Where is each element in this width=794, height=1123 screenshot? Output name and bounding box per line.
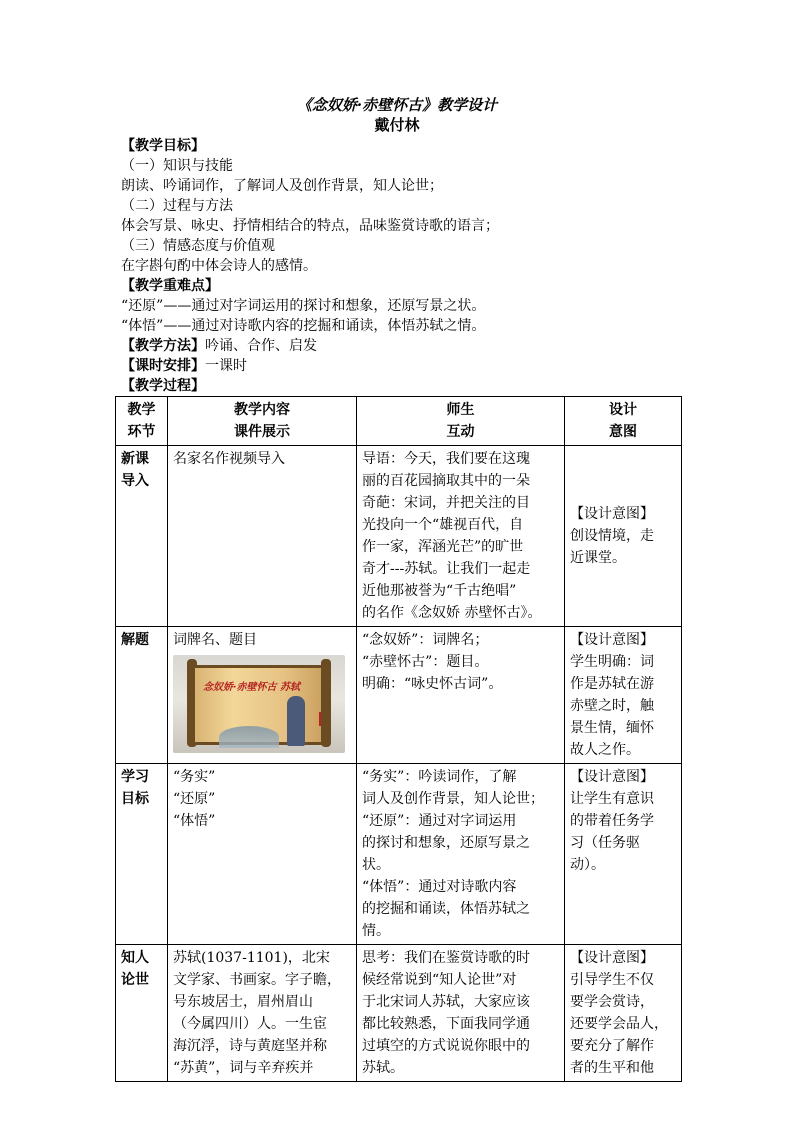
class-schedule bbox=[121, 356, 247, 376]
interaction-cell: 导语：今天，我们要在这瑰 丽的百花园摘取其中的一朵 奇葩：宋词，并把关注的目 光投向一个“雄视百代，自 作一家，浑涵光芒”的旷世 奇才---苏轼。让我们一起走 近他那被誉为“千古绝唱” 的名作《念奴娇 赤壁怀古》。 bbox=[357, 446, 565, 627]
key-point-2: “体悟”——通过对诗歌内容的挖掘和诵读，体悟苏轼之情。 bbox=[121, 318, 486, 334]
poet-figure bbox=[287, 696, 305, 746]
intent-cell: 【设计意图】 引导学生不仅 要学会赏诗， 还要学会品人， 要充分了解作 者的生平和他 bbox=[565, 945, 682, 1082]
table-header-row bbox=[116, 397, 682, 446]
stage-cell: 新课 导入 bbox=[116, 446, 168, 627]
scroll-painting-image bbox=[173, 655, 345, 753]
heading-objectives: 【教学目标】 bbox=[121, 138, 205, 154]
content-cell: 名家名作视频导入 bbox=[168, 446, 357, 627]
header-content: 教学内容 课件展示 bbox=[168, 397, 357, 446]
key-point-1: “还原”——通过对字词运用的探讨和想象，还原写景之状。 bbox=[121, 298, 486, 314]
stage-cell: 学习 目标 bbox=[116, 764, 168, 945]
stage-cell: 知人 论世 bbox=[116, 945, 168, 1082]
objective-1-heading: （一）知识与技能 bbox=[121, 158, 233, 174]
header-intent: 设计 意图 bbox=[565, 397, 682, 446]
document-author: 戴付林 bbox=[374, 116, 420, 134]
scroll-calligraphy: 念奴娇·赤壁怀古 苏轼 bbox=[203, 682, 300, 693]
teaching-method bbox=[121, 336, 317, 356]
objective-2-heading: （二）过程与方法 bbox=[121, 198, 233, 214]
heading-key-points: 【教学重难点】 bbox=[121, 278, 219, 294]
document-title: 《念奴娇·赤壁怀古》教学设计 bbox=[296, 96, 498, 114]
interaction-cell: 思考：我们在鉴赏诗歌的时 候经常说到“知人论世”对 于北宋词人苏轼，大家应该 都比较熟悉，下面我同学通 过填空的方式说说你眼中的 苏轼。 bbox=[357, 945, 565, 1082]
lesson-table bbox=[115, 396, 682, 1082]
intent-cell: 【设计意图】 学生明确：词 作是苏轼在游 赤壁之时，触 景生情，缅怀 故人之作。 bbox=[565, 627, 682, 764]
table-row bbox=[116, 764, 682, 945]
method-value: 吟诵、合作、启发 bbox=[205, 338, 317, 354]
objective-3-heading: （三）情感态度与价值观 bbox=[121, 238, 275, 254]
table-row bbox=[116, 446, 682, 627]
content-cell: 词牌名、题目 念奴娇·赤壁怀古 苏轼 bbox=[168, 627, 357, 764]
heading-process: 【教学过程】 bbox=[121, 378, 205, 394]
content-cell: 苏轼(1037-1101)，北宋 文学家、书画家。字子瞻， 号东坡居士，眉州眉山 （今属四川）人。一生宦 海沉浮，诗与黄庭坚并称 “苏黄”，词与辛弃疾并 bbox=[168, 945, 357, 1082]
table-row bbox=[116, 627, 682, 764]
intent-cell: 【设计意图】 让学生有意识 的带着任务学 习（任务驱 动）。 bbox=[565, 764, 682, 945]
wave-shape bbox=[219, 726, 279, 748]
header-interaction: 师生 互动 bbox=[357, 397, 565, 446]
interaction-cell: “务实”：吟读词作，了解 词人及创作背景，知人论世； “还原”：通过对字词运用 的探讨和想象，还原写景之 状。 “体悟”：通过对诗歌内容 的挖掘和诵读，体悟苏轼之 情。 bbox=[357, 764, 565, 945]
objective-3-text: 在字斟句酌中体会诗人的感情。 bbox=[121, 258, 317, 274]
header-stage: 教学 环节 bbox=[116, 397, 168, 446]
content-cell: “务实” “还原” “体悟” bbox=[168, 764, 357, 945]
table-row bbox=[116, 945, 682, 1082]
schedule-value: 一课时 bbox=[205, 358, 247, 374]
interaction-cell: “念奴娇”：词牌名； “赤壁怀古”：题目。 明确：“咏史怀古词”。 bbox=[357, 627, 565, 764]
schedule-label: 【课时安排】 bbox=[121, 358, 205, 374]
intent-cell: 【设计意图】 创设情境，走 近课堂。 bbox=[565, 446, 682, 627]
method-label: 【教学方法】 bbox=[121, 338, 205, 354]
objective-1-text: 朗读、吟诵词作，了解词人及创作背景，知人论世； bbox=[121, 178, 443, 194]
objective-2-text: 体会写景、咏史、抒情相结合的特点，品味鉴赏诗歌的语言； bbox=[121, 218, 499, 234]
stage-cell: 解题 bbox=[116, 627, 168, 764]
scroll-rod-right bbox=[321, 659, 331, 747]
